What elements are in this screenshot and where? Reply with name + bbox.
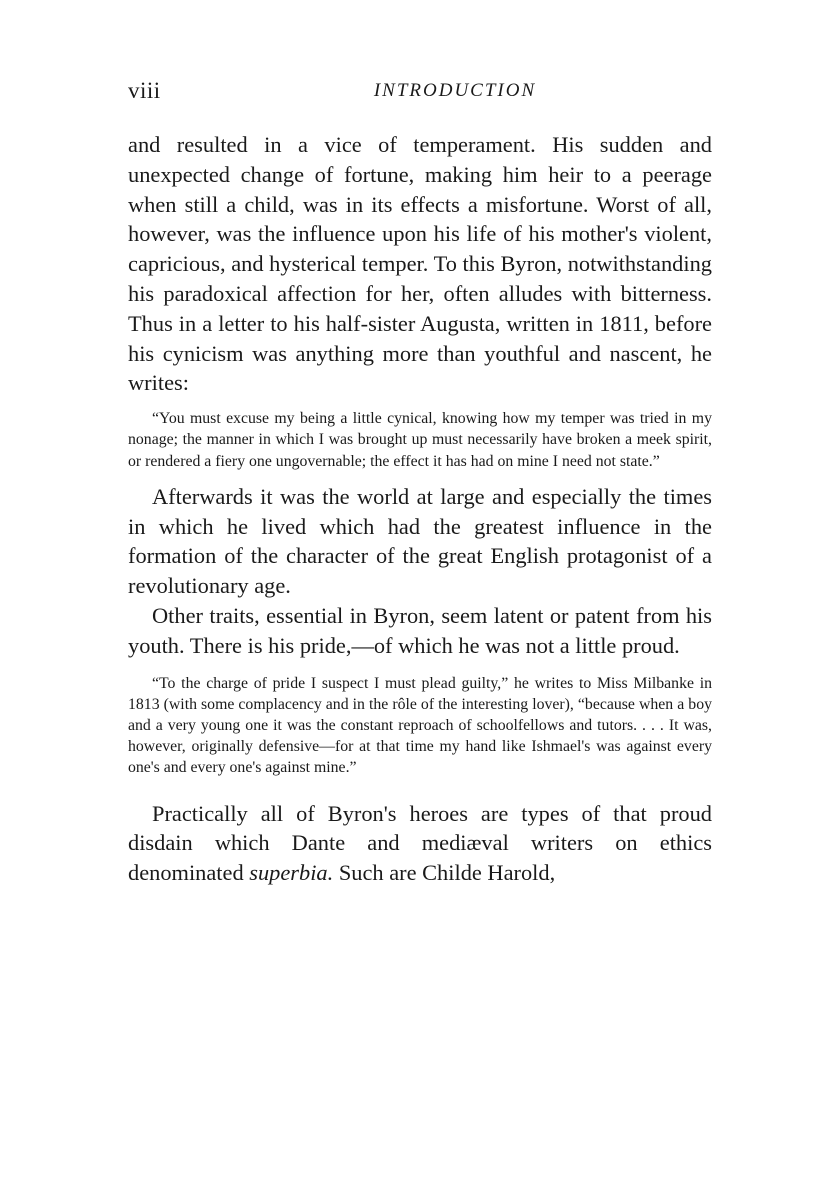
page-header bbox=[128, 78, 712, 114]
paragraph-3: Other traits, essential in Byron, seem latent or patent from his youth. There is his pride,—of which he was not a little proud. bbox=[128, 602, 712, 658]
paragraph-4-text-a: Practically all of Byron's heroes are types of that proud disdain which Dante and mediæval writers on ethics denominated bbox=[128, 800, 712, 886]
page-number: viii bbox=[128, 78, 161, 103]
running-head: INTRODUCTION bbox=[373, 80, 537, 101]
paragraph-1: and resulted in a vice of temperament. His sudden and unexpected change of fortune, making him heir to a peerage when still a child, was in its effects a misfortune. Worst of all, however, was the influence upon his life of his mother's violent, capricious, and hysterical temper. To this Byron, notwithstanding his paradoxical affection for her, often alludes with bitterness. Thus in a letter to his half-sister Augusta, written in 1811, before his cynicism was anything more than youthful and nascent, he writes: bbox=[128, 132, 712, 396]
block-quote-1: “You must excuse my being a little cynical, knowing how my temper was tried in my nonage; the manner in which I was brought up must necessarily have broken a meek spirit, or rendered a fiery one ungovernable; the effect it has had on mine I need not state.” bbox=[128, 410, 712, 470]
paragraph-4 bbox=[128, 799, 712, 888]
page-body bbox=[128, 130, 712, 888]
superbia-term: superbia. bbox=[249, 860, 334, 886]
paragraph-2: Afterwards it was the world at large and especially the times in which he lived which had the greatest influence in the formation of the character of the great English protagonist of a revolutionary age. bbox=[128, 483, 712, 599]
paragraph-4-text-b: Such are Childe Harold, bbox=[333, 860, 556, 886]
book-page bbox=[128, 0, 712, 1191]
block-quote-2: “To the charge of pride I suspect I must plead guilty,” he writes to Miss Milbanke in 1813 (with some complacency and in the rôle of the interesting lover), “because when a boy and a very young one it was the constant reproach of schoolfellows and tutors. . . . It was, however, originally defensive—for at that time my hand like Ishmael's was against every one's and every one's against mine.” bbox=[128, 674, 712, 777]
